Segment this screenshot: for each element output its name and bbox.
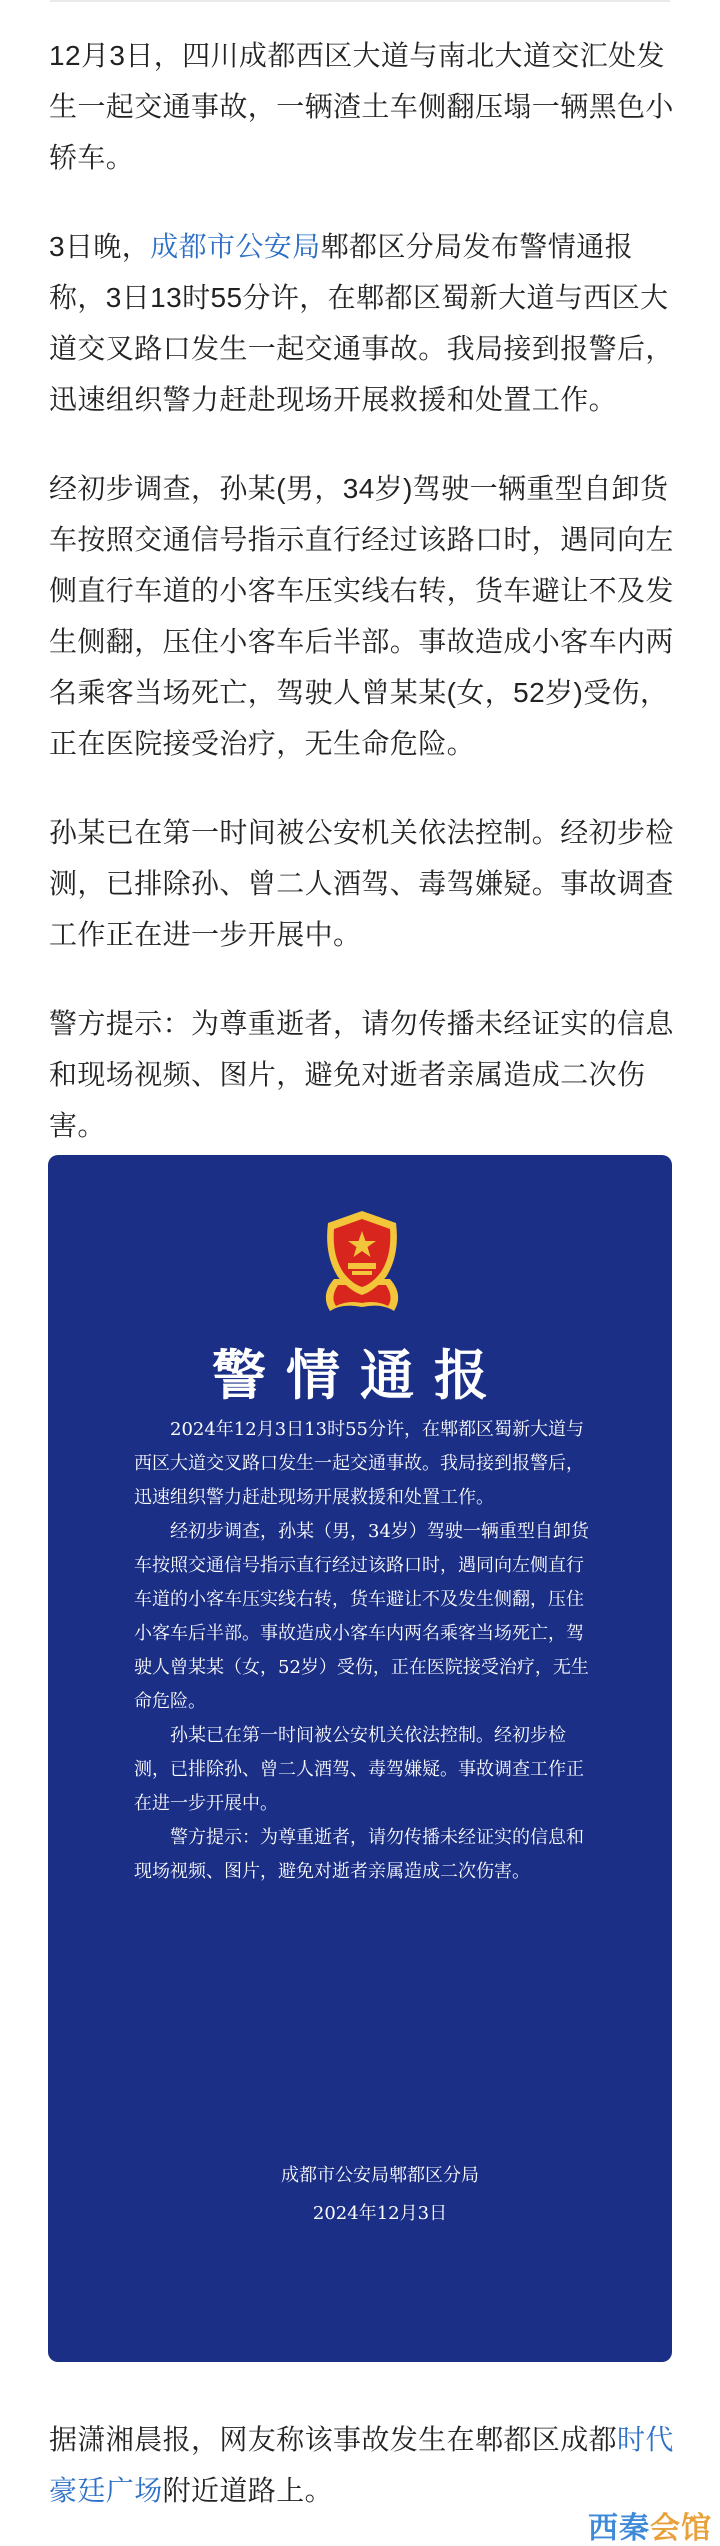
- article-paragraph-2: [49, 221, 679, 425]
- chengdu-police-link[interactable]: 成都市公安局: [150, 231, 321, 262]
- watermark-part-2: 会馆: [650, 2512, 712, 2545]
- site-watermark: [588, 2503, 712, 2546]
- notice-paragraph-2: 经初步调查，孙某（男，34岁）驾驶一辆重型自卸货车按照交通信号指示直行经过该路口时，遇同向左侧直行车道的小客车压实线右转，货车避让不及发生侧翻，压住小客车后半部。事故造成小客车内两名乘客当场死亡，驾驶人曾某某（女，52岁）受伤，正在医院接受治疗，无生命危险。: [134, 1521, 589, 1712]
- paragraph-6-rest: 附近道路上。: [162, 2475, 334, 2506]
- notice-issuer: 成都市公安局郫都区分局: [281, 2165, 479, 2186]
- article-paragraph-6: [49, 2414, 679, 2516]
- article-paragraph-4: 孙某已在第一时间被公安机关依法控制。经初步检测，已排除孙、曾二人酒驾、毒驾嫌疑。事故调查工作正在进一步开展中。: [49, 817, 674, 950]
- watermark-part-1: 西秦: [588, 2512, 650, 2545]
- article-body: [49, 30, 679, 1189]
- police-emblem-icon: [312, 1207, 412, 1317]
- notice-paragraph-3: 孙某已在第一时间被公安机关依法控制。经初步检测，已排除孙、曾二人酒驾、毒驾嫌疑。事故调查工作正在进一步开展中。: [134, 1725, 584, 1814]
- article-paragraph-5: 警方提示：为尊重逝者，请勿传播未经证实的信息和现场视频、图片，避免对逝者亲属造成二次伤害。: [49, 1008, 674, 1141]
- notice-title: 警情通报: [212, 1343, 508, 1407]
- article-paragraph-3: 经初步调查，孙某(男，34岁)驾驶一辆重型自卸货车按照交通信号指示直行经过该路口时，遇同向左侧直行车道的小客车压实线右转，货车避让不及发生侧翻，压住小客车后半部。事故造成小客车内两名乘客当场死亡，驾驶人曾某某(女，52岁)受伤，正在医院接受治疗，无生命危险。: [49, 473, 674, 759]
- paragraph-2-rest: 郫都区分局发布警情通报称，3日13时55分许，在郫都区蜀新大道与西区大道交叉路口发生一起交通事故。我局接到报警后，迅速组织警力赶赴现场开展救援和处置工作。: [49, 231, 674, 415]
- notice-paragraph-1: 2024年12月3日13时55分许，在郫都区蜀新大道与西区大道交叉路口发生一起交通事故。我局接到报警后，迅速组织警力赶赴现场开展救援和处置工作。: [134, 1419, 584, 1508]
- notice-body: [134, 1413, 590, 1889]
- paragraph-6-lead: 据潇湘晨报，网友称该事故发生在郫都区成都: [49, 2424, 618, 2455]
- notice-paragraph-4: 警方提示：为尊重逝者，请勿传播未经证实的信息和现场视频、图片，避免对逝者亲属造成二次伤害。: [134, 1827, 584, 1882]
- article-paragraph-1: 12月3日，四川成都西区大道与南北大道交汇处发生一起交通事故，一辆渣土车侧翻压塌一辆黑色小轿车。: [49, 40, 674, 173]
- notice-date: 2024年12月3日: [312, 2203, 448, 2224]
- top-divider: [50, 0, 670, 2]
- times-plaza-link[interactable]: 时代豪廷广场: [49, 2424, 674, 2506]
- police-notice-image[interactable]: [48, 1155, 672, 2362]
- paragraph-2-lead: 3日晚，: [49, 231, 151, 262]
